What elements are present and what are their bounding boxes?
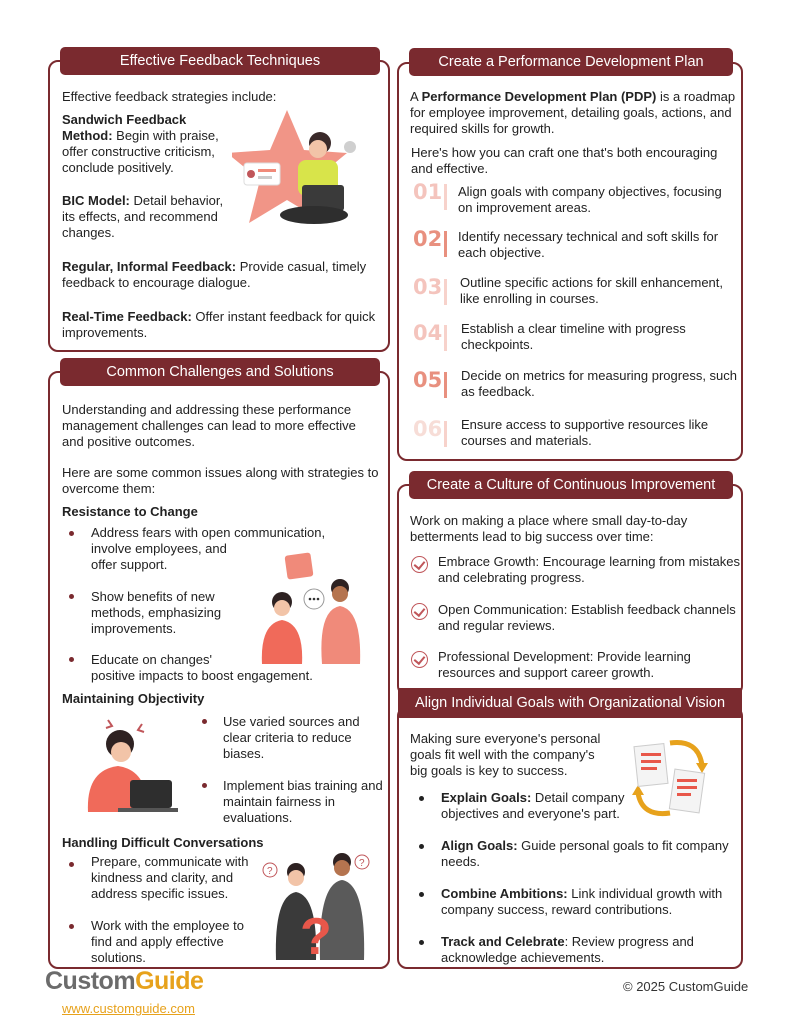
culture-item-1-l2: and celebrating progress. — [438, 570, 585, 585]
step-text: Establish a clear timeline with progress — [461, 321, 686, 336]
culture-item-1-l1: Embrace Growth: Encourage learning from mistakes — [438, 554, 741, 569]
step-text: courses and materials. — [461, 433, 592, 448]
step-text: like enrolling in courses. — [460, 291, 599, 306]
r2-line2: methods, emphasizing — [91, 605, 222, 620]
culture-item-3-l1: Professional Development: Provide learning — [438, 649, 691, 664]
resistance-bullet-3 — [69, 657, 74, 662]
step-text: checkpoints. — [461, 337, 534, 352]
o2-line3: evaluations. — [223, 810, 293, 825]
culture-header: Create a Culture of Continuous Improvement — [409, 471, 733, 499]
svg-text:?: ? — [359, 858, 365, 869]
d2-line3: solutions. — [91, 950, 146, 965]
align-bullet-3 — [419, 892, 424, 897]
challenges-intro2-2: overcome them: — [62, 481, 156, 496]
culture-intro-1: Work on making a place where small day-to-day — [410, 513, 688, 528]
o1-line3: biases. — [223, 746, 265, 761]
challenges-intro-2: management challenges can lead to more effective — [62, 418, 356, 433]
pdp-intro-1: A Performance Development Plan (PDP) is a roadmap — [410, 89, 736, 104]
step-text: Outline specific actions for skill enhancement, — [460, 275, 724, 290]
step-text: each objective. — [458, 245, 545, 260]
align-header: Align Individual Goals with Organizational Vision — [398, 688, 742, 718]
r2-line1: Show benefits of new — [91, 589, 215, 604]
pdp-intro2-2: and effective. — [411, 161, 489, 176]
feedback-intro: Effective feedback strategies include: — [62, 89, 277, 104]
align-bullet-2 — [419, 844, 424, 849]
objectivity-bullet-1 — [202, 719, 207, 724]
check-icon — [411, 556, 428, 573]
pdp-intro-3: required skills for growth. — [410, 121, 555, 136]
pdp-intro-2: for employee improvement, detailing goals, actions, and — [410, 105, 732, 120]
challenges-header: Common Challenges and Solutions — [60, 358, 380, 386]
step-number: 02 — [413, 227, 443, 251]
r1-line1: Address fears with open communication, — [91, 525, 326, 540]
sandwich-line2: offer constructive criticism, — [62, 144, 215, 159]
objectivity-bullet-2 — [202, 783, 207, 788]
pdp-header: Create a Performance Development Plan — [409, 48, 733, 76]
o2-line2: maintain fairness in — [223, 794, 335, 809]
step-bar — [444, 372, 447, 398]
resistance-bullet-2 — [69, 594, 74, 599]
r3-line2: positive impacts to boost engagement. — [91, 668, 313, 683]
resistance-bullet-1 — [69, 531, 74, 536]
bic-line2: its effects, and recommend — [62, 209, 218, 224]
difficult-bullet-1 — [69, 862, 74, 867]
copyright-text: © 2025 CustomGuide — [623, 979, 749, 994]
step-number: 06 — [413, 417, 443, 441]
challenges-intro-1: Understanding and addressing these performance — [62, 402, 352, 417]
align-bullet-4 — [419, 940, 424, 945]
align-bullet-1 — [419, 796, 424, 801]
step-text: as feedback. — [461, 384, 535, 399]
objectivity-illustration — [78, 712, 188, 817]
step-text: Align goals with company objectives, focusing — [458, 184, 722, 199]
feedback-header: Effective Feedback Techniques — [60, 47, 380, 75]
bic-line3: changes. — [62, 225, 115, 240]
d2-line1: Work with the employee to — [91, 918, 244, 933]
check-icon — [411, 603, 428, 620]
align-item-2-l2: needs. — [441, 854, 481, 869]
step-bar — [444, 231, 447, 257]
challenges-intro2-1: Here are some common issues along with strategies to — [62, 465, 379, 480]
step-bar — [444, 325, 447, 351]
svg-text:?: ? — [267, 866, 273, 877]
culture-item-2-l2: and regular reviews. — [438, 618, 556, 633]
realtime-line1: Real-Time Feedback: Offer instant feedback for quick — [62, 309, 376, 324]
align-item-3-l2: company success, reward contributions. — [441, 902, 673, 917]
step-text: Decide on metrics for measuring progress, such — [461, 368, 738, 383]
o1-line2: clear criteria to reduce — [223, 730, 352, 745]
step-number: 03 — [413, 275, 443, 299]
align-intro-1: Making sure everyone's personal — [410, 731, 601, 746]
realtime-line2: improvements. — [62, 325, 148, 340]
o1-line1: Use varied sources and — [223, 714, 360, 729]
objectivity-title: Maintaining Objectivity — [62, 691, 205, 706]
difficult-bullet-2 — [69, 924, 74, 929]
website-link[interactable]: www.customguide.com — [62, 1001, 195, 1016]
o2-line1: Implement bias training and — [223, 778, 383, 793]
align-item-2-l1: Align Goals: Guide personal goals to fit company — [441, 838, 729, 853]
challenges-intro-3: and positive outcomes. — [62, 434, 195, 449]
step-bar — [444, 184, 447, 210]
step-text: Identify necessary technical and soft skills for — [458, 229, 719, 244]
align-item-4-l1: Track and Celebrate: Review progress and — [441, 934, 694, 949]
regular-line1: Regular, Informal Feedback: Provide casual, timely — [62, 259, 367, 274]
r3-line1: Educate on changes' — [91, 652, 213, 667]
culture-intro-2: betterments lead to big success over time: — [410, 529, 654, 544]
regular-line2: feedback to encourage dialogue. — [62, 275, 251, 290]
d1-line3: address specific issues. — [91, 886, 229, 901]
resistance-title: Resistance to Change — [62, 504, 198, 519]
d1-line2: kindness and clarity, and — [91, 870, 234, 885]
sandwich-line1: Method: Begin with praise, — [62, 128, 219, 143]
culture-item-2-l1: Open Communication: Establish feedback channels — [438, 602, 736, 617]
feedback-illustration — [232, 105, 372, 235]
align-intro-2: goals fit well with the company's — [410, 747, 595, 762]
align-item-1-l1: Explain Goals: Detail company — [441, 790, 625, 805]
step-bar — [444, 279, 447, 305]
step-text: Ensure access to supportive resources like — [461, 417, 709, 432]
sandwich-line3: conclude positively. — [62, 160, 174, 175]
bic-line1: BIC Model: Detail behavior, — [62, 193, 224, 208]
d1-line1: Prepare, communicate with — [91, 854, 249, 869]
difficult-title: Handling Difficult Conversations — [62, 835, 264, 850]
customguide-logo: CustomGuide — [45, 967, 204, 995]
step-number: 04 — [413, 321, 443, 345]
step-number: 01 — [413, 180, 443, 204]
check-icon — [411, 651, 428, 668]
svg-text:?: ? — [300, 908, 332, 962]
difficult-illustration — [262, 850, 377, 962]
d2-line2: find and apply effective — [91, 934, 224, 949]
align-item-3-l1: Combine Ambitions: Link individual growth with — [441, 886, 723, 901]
culture-item-3-l2: resources and support career growth. — [438, 665, 655, 680]
resistance-illustration — [252, 552, 372, 667]
r2-line3: improvements. — [91, 621, 177, 636]
sandwich-title: Sandwich Feedback — [62, 112, 187, 127]
step-text: on improvement areas. — [458, 200, 591, 215]
step-number: 05 — [413, 368, 443, 392]
align-item-4-l2: acknowledge achievements. — [441, 950, 605, 965]
r1-line3: offer support. — [91, 557, 168, 572]
align-intro-3: big goals is key to success. — [410, 763, 568, 778]
step-bar — [444, 421, 447, 447]
pdp-intro2-1: Here's how you can craft one that's both encouraging — [411, 145, 718, 160]
align-item-1-l2: objectives and everyone's part. — [441, 806, 620, 821]
r1-line2: involve employees, and — [91, 541, 227, 556]
documents-cycle-illustration — [630, 735, 715, 820]
